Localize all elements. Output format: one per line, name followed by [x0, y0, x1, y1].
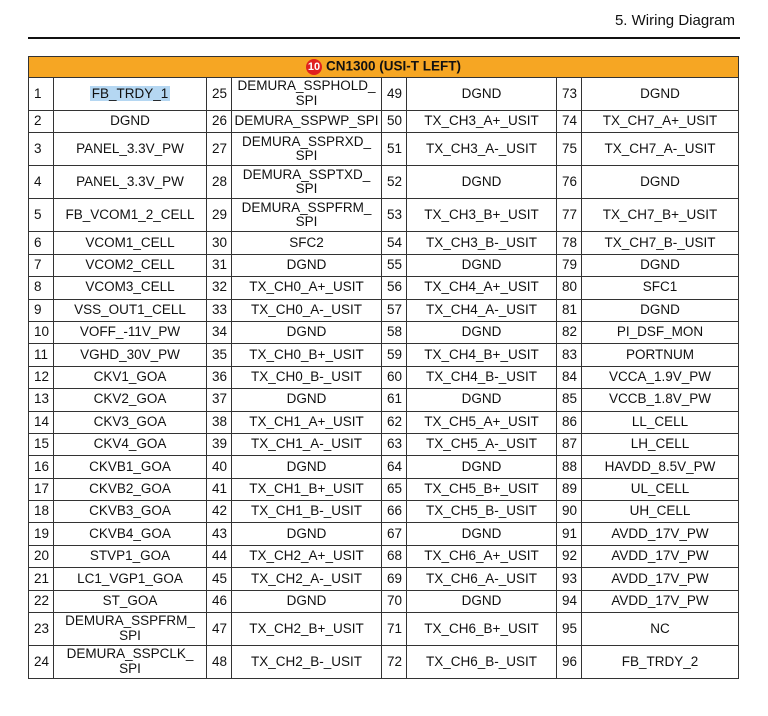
signal-name: DGND	[582, 299, 739, 321]
pin-number: 91	[557, 523, 582, 545]
signal-name: DGND	[407, 166, 557, 199]
pin-number: 86	[557, 411, 582, 433]
signal-name: TX_CH2_B-_USIT	[232, 646, 382, 679]
pin-number: 36	[207, 366, 232, 388]
signal-name: TX_CH3_B+_USIT	[407, 199, 557, 232]
pin-number: 73	[557, 78, 582, 111]
signal-name: TX_CH3_A+_USIT	[407, 111, 557, 133]
signal-name: UL_CELL	[582, 478, 739, 500]
pin-number: 74	[557, 111, 582, 133]
signal-name: DGND	[232, 389, 382, 411]
pin-number: 7	[29, 254, 54, 276]
pin-number: 35	[207, 344, 232, 366]
table-row	[29, 389, 739, 411]
pin-number: 43	[207, 523, 232, 545]
signal-name: FB_TRDY_2	[582, 646, 739, 679]
signal-name: PI_DSF_MON	[582, 321, 739, 343]
table-row	[29, 366, 739, 388]
table-row	[29, 321, 739, 343]
pin-number: 75	[557, 133, 582, 166]
signal-name: TX_CH1_B+_USIT	[232, 478, 382, 500]
pin-number: 64	[382, 456, 407, 478]
table-row	[29, 646, 739, 679]
signal-name: HAVDD_8.5V_PW	[582, 456, 739, 478]
signal-name: VGHD_30V_PW	[54, 344, 207, 366]
pin-number: 56	[382, 277, 407, 299]
connector-number-badge: 10	[307, 61, 321, 73]
pin-number: 54	[382, 232, 407, 254]
pin-number: 55	[382, 254, 407, 276]
table-row	[29, 590, 739, 612]
signal-name: LC1_VGP1_GOA	[54, 568, 207, 590]
signal-name: SFC1	[582, 277, 739, 299]
signal-name: VCOM3_CELL	[54, 277, 207, 299]
signal-name: AVDD_17V_PW	[582, 568, 739, 590]
pin-number: 34	[207, 321, 232, 343]
pin-number: 37	[207, 389, 232, 411]
signal-name: NC	[582, 613, 739, 646]
signal-name: DGND	[582, 166, 739, 199]
pin-number: 49	[382, 78, 407, 111]
pin-number: 17	[29, 478, 54, 500]
pin-number: 68	[382, 545, 407, 567]
pin-number: 62	[382, 411, 407, 433]
signal-name: TX_CH0_A-_USIT	[232, 299, 382, 321]
pin-number: 8	[29, 277, 54, 299]
pin-number: 90	[557, 501, 582, 523]
pin-number: 79	[557, 254, 582, 276]
signal-name: TX_CH5_A-_USIT	[407, 433, 557, 455]
signal-name: DEMURA_SSPHOLD_ SPI	[232, 78, 382, 111]
pin-number: 63	[382, 433, 407, 455]
pin-number: 50	[382, 111, 407, 133]
signal-name: TX_CH4_B-_USIT	[407, 366, 557, 388]
signal-name: DGND	[407, 254, 557, 276]
pin-number: 52	[382, 166, 407, 199]
signal-name: TX_CH6_B+_USIT	[407, 613, 557, 646]
pin-number: 57	[382, 299, 407, 321]
signal-name: TX_CH2_A-_USIT	[232, 568, 382, 590]
signal-name: DGND	[407, 456, 557, 478]
pin-number: 69	[382, 568, 407, 590]
signal-name: VCOM2_CELL	[54, 254, 207, 276]
signal-name: DGND	[407, 523, 557, 545]
signal-name: DGND	[582, 254, 739, 276]
pin-number: 24	[29, 646, 54, 679]
signal-name: VCCA_1.9V_PW	[582, 366, 739, 388]
pin-number: 65	[382, 478, 407, 500]
signal-name: UH_CELL	[582, 501, 739, 523]
signal-name: TX_CH1_A+_USIT	[232, 411, 382, 433]
signal-name: AVDD_17V_PW	[582, 545, 739, 567]
pin-number: 13	[29, 389, 54, 411]
signal-name: TX_CH3_A-_USIT	[407, 133, 557, 166]
signal-name: TX_CH0_A+_USIT	[232, 277, 382, 299]
pin-number: 9	[29, 299, 54, 321]
pin-table	[28, 56, 739, 679]
signal-name: DGND	[407, 321, 557, 343]
table-header-row	[29, 57, 739, 78]
signal-name: DGND	[407, 389, 557, 411]
pin-number: 30	[207, 232, 232, 254]
pin-number: 1	[29, 78, 54, 111]
signal-name: DGND	[232, 321, 382, 343]
pin-number: 48	[207, 646, 232, 679]
table-row	[29, 277, 739, 299]
signal-name: LH_CELL	[582, 433, 739, 455]
signal-name: TX_CH0_B-_USIT	[232, 366, 382, 388]
table-row	[29, 344, 739, 366]
pin-number: 45	[207, 568, 232, 590]
signal-name: DGND	[407, 590, 557, 612]
pin-number: 87	[557, 433, 582, 455]
pin-number: 25	[207, 78, 232, 111]
pin-number: 93	[557, 568, 582, 590]
signal-name: DEMURA_SSPTXD_ SPI	[232, 166, 382, 199]
signal-name: DGND	[582, 78, 739, 111]
signal-name: VCCB_1.8V_PW	[582, 389, 739, 411]
signal-name: TX_CH0_B+_USIT	[232, 344, 382, 366]
table-row	[29, 133, 739, 166]
signal-name: VOFF_-11V_PW	[54, 321, 207, 343]
pin-number: 42	[207, 501, 232, 523]
pin-number: 77	[557, 199, 582, 232]
signal-name: DGND	[54, 111, 207, 133]
pin-number: 40	[207, 456, 232, 478]
signal-name: TX_CH7_A+_USIT	[582, 111, 739, 133]
table-row	[29, 232, 739, 254]
pin-number: 71	[382, 613, 407, 646]
signal-name: LL_CELL	[582, 411, 739, 433]
pin-number: 70	[382, 590, 407, 612]
signal-name: DGND	[232, 456, 382, 478]
pin-number: 76	[557, 166, 582, 199]
signal-name: STVP1_GOA	[54, 545, 207, 567]
pin-number: 58	[382, 321, 407, 343]
pin-number: 28	[207, 166, 232, 199]
pin-number: 4	[29, 166, 54, 199]
signal-name: DEMURA_SSPRXD_ SPI	[232, 133, 382, 166]
pin-number: 12	[29, 366, 54, 388]
signal-name: DEMURA_SSPCLK_ SPI	[54, 646, 207, 679]
pin-number: 67	[382, 523, 407, 545]
header-rule	[28, 37, 740, 39]
pin-number: 46	[207, 590, 232, 612]
section-title: 5. Wiring Diagram	[614, 12, 735, 29]
pin-number: 60	[382, 366, 407, 388]
signal-name: SFC2	[232, 232, 382, 254]
pin-number: 29	[207, 199, 232, 232]
table-row	[29, 613, 739, 646]
pin-number: 32	[207, 277, 232, 299]
signal-name: TX_CH7_B-_USIT	[582, 232, 739, 254]
table-row	[29, 545, 739, 567]
table-row	[29, 478, 739, 500]
pin-number: 26	[207, 111, 232, 133]
signal-name: CKV1_GOA	[54, 366, 207, 388]
signal-name: TX_CH6_B-_USIT	[407, 646, 557, 679]
pin-number: 2	[29, 111, 54, 133]
signal-name: TX_CH5_B-_USIT	[407, 501, 557, 523]
pin-number: 84	[557, 366, 582, 388]
pin-number: 81	[557, 299, 582, 321]
signal-name: PORTNUM	[582, 344, 739, 366]
pin-number: 15	[29, 433, 54, 455]
pin-number: 66	[382, 501, 407, 523]
pin-number: 3	[29, 133, 54, 166]
signal-name: DGND	[232, 590, 382, 612]
signal-name: DGND	[232, 254, 382, 276]
signal-name: AVDD_17V_PW	[582, 523, 739, 545]
table-row	[29, 199, 739, 232]
signal-name: TX_CH6_A+_USIT	[407, 545, 557, 567]
pin-number: 72	[382, 646, 407, 679]
signal-name: TX_CH7_B+_USIT	[582, 199, 739, 232]
pin-number: 11	[29, 344, 54, 366]
table-row	[29, 456, 739, 478]
signal-name: CKVB1_GOA	[54, 456, 207, 478]
connector-title: CN1300 (USI-T LEFT)	[326, 58, 462, 74]
pin-number: 83	[557, 344, 582, 366]
signal-name: AVDD_17V_PW	[582, 590, 739, 612]
pin-number: 61	[382, 389, 407, 411]
signal-name: DEMURA_SSPFRM_ SPI	[54, 613, 207, 646]
table-row	[29, 78, 739, 111]
pin-number: 5	[29, 199, 54, 232]
signal-name: FB_VCOM1_2_CELL	[54, 199, 207, 232]
pin-number: 94	[557, 590, 582, 612]
signal-name: PANEL_3.3V_PW	[54, 166, 207, 199]
table-row	[29, 501, 739, 523]
pin-number: 51	[382, 133, 407, 166]
pin-number: 39	[207, 433, 232, 455]
signal-name: TX_CH6_A-_USIT	[407, 568, 557, 590]
pin-number: 95	[557, 613, 582, 646]
signal-name: TX_CH4_A+_USIT	[407, 277, 557, 299]
pin-number: 38	[207, 411, 232, 433]
pin-number: 53	[382, 199, 407, 232]
pin-number: 44	[207, 545, 232, 567]
pin-number: 82	[557, 321, 582, 343]
signal-name: TX_CH2_B+_USIT	[232, 613, 382, 646]
pin-number: 41	[207, 478, 232, 500]
signal-name: CKVB3_GOA	[54, 501, 207, 523]
pin-number: 80	[557, 277, 582, 299]
pin-number: 47	[207, 613, 232, 646]
pin-number: 16	[29, 456, 54, 478]
table-row	[29, 166, 739, 199]
table-row	[29, 411, 739, 433]
signal-name: DGND	[407, 78, 557, 111]
pin-number: 6	[29, 232, 54, 254]
signal-name: TX_CH7_A-_USIT	[582, 133, 739, 166]
table-row	[29, 111, 739, 133]
table-row	[29, 254, 739, 276]
signal-name	[54, 78, 207, 111]
table-row	[29, 523, 739, 545]
signal-name: TX_CH5_B+_USIT	[407, 478, 557, 500]
signal-name: TX_CH5_A+_USIT	[407, 411, 557, 433]
pin-number: 20	[29, 545, 54, 567]
signal-name: TX_CH4_A-_USIT	[407, 299, 557, 321]
signal-name: ST_GOA	[54, 590, 207, 612]
signal-name: CKVB2_GOA	[54, 478, 207, 500]
signal-name: CKVB4_GOA	[54, 523, 207, 545]
pin-number: 21	[29, 568, 54, 590]
table-row	[29, 299, 739, 321]
table-row	[29, 568, 739, 590]
signal-name: PANEL_3.3V_PW	[54, 133, 207, 166]
signal-name: VCOM1_CELL	[54, 232, 207, 254]
highlighted-signal: FB_TRDY_1	[91, 85, 169, 101]
pin-number: 78	[557, 232, 582, 254]
pin-number: 85	[557, 389, 582, 411]
pin-number: 19	[29, 523, 54, 545]
signal-name: TX_CH1_A-_USIT	[232, 433, 382, 455]
pin-number: 96	[557, 646, 582, 679]
pin-number: 10	[29, 321, 54, 343]
pin-number: 14	[29, 411, 54, 433]
pin-number: 27	[207, 133, 232, 166]
signal-name: TX_CH4_B+_USIT	[407, 344, 557, 366]
signal-name: DGND	[232, 523, 382, 545]
pin-number: 22	[29, 590, 54, 612]
pin-number: 89	[557, 478, 582, 500]
pin-number: 59	[382, 344, 407, 366]
pin-number: 23	[29, 613, 54, 646]
table-row	[29, 433, 739, 455]
signal-name: TX_CH3_B-_USIT	[407, 232, 557, 254]
signal-name: TX_CH1_B-_USIT	[232, 501, 382, 523]
pin-number: 31	[207, 254, 232, 276]
table-header	[29, 57, 739, 78]
signal-name: VSS_OUT1_CELL	[54, 299, 207, 321]
signal-name: DEMURA_SSPWP_SPI	[232, 111, 382, 133]
signal-name: DEMURA_SSPFRM_ SPI	[232, 199, 382, 232]
signal-name: TX_CH2_A+_USIT	[232, 545, 382, 567]
pin-number: 92	[557, 545, 582, 567]
pin-number: 88	[557, 456, 582, 478]
signal-name: CKV2_GOA	[54, 389, 207, 411]
pin-number: 18	[29, 501, 54, 523]
pin-number: 33	[207, 299, 232, 321]
signal-name: CKV3_GOA	[54, 411, 207, 433]
signal-name: CKV4_GOA	[54, 433, 207, 455]
